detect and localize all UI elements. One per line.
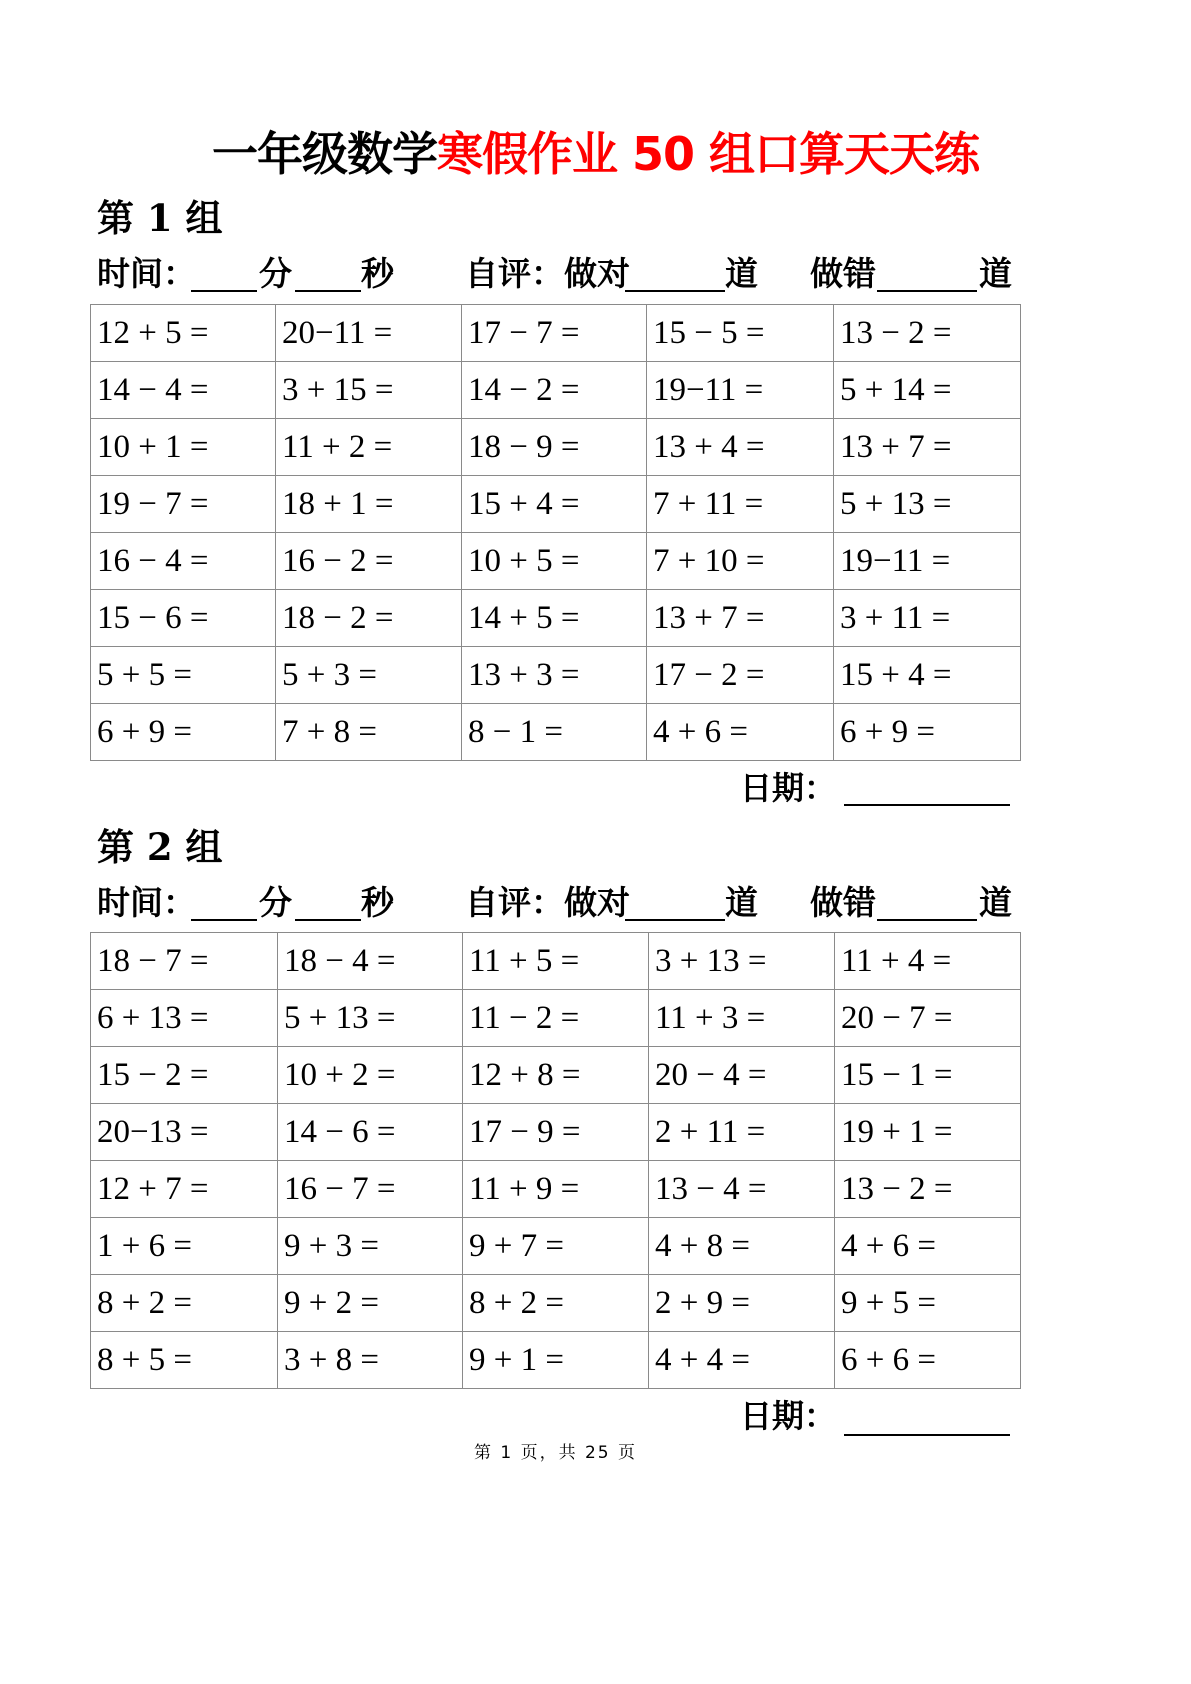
problem-cell[interactable]: 11 + 2 = xyxy=(276,419,462,476)
wrong-count-blank[interactable] xyxy=(877,919,977,921)
title-black-part: 一年级数学 xyxy=(211,127,437,181)
problem-cell[interactable]: 15 − 5 = xyxy=(647,305,834,362)
problem-cell[interactable]: 5 + 14 = xyxy=(834,362,1021,419)
problem-cell[interactable]: 15 + 4 = xyxy=(834,647,1021,704)
problem-cell[interactable]: 5 + 13 = xyxy=(278,990,463,1047)
problem-cell[interactable]: 5 + 5 = xyxy=(91,647,276,704)
wrong-unit-label: 道 xyxy=(979,883,1012,922)
problem-cell[interactable]: 18 + 1 = xyxy=(276,476,462,533)
problem-cell[interactable]: 10 + 2 = xyxy=(278,1047,463,1104)
problem-cell[interactable]: 3 + 8 = xyxy=(278,1332,463,1389)
problem-cell[interactable]: 13 − 4 = xyxy=(649,1161,835,1218)
problem-cell[interactable]: 12 + 8 = xyxy=(463,1047,649,1104)
problem-cell[interactable]: 11 − 2 = xyxy=(463,990,649,1047)
problem-cell[interactable]: 12 + 7 = xyxy=(91,1161,278,1218)
problem-cell[interactable]: 8 + 5 = xyxy=(91,1332,278,1389)
problem-cell[interactable]: 9 + 3 = xyxy=(278,1218,463,1275)
problem-cell[interactable]: 16 − 7 = xyxy=(278,1161,463,1218)
problem-cell[interactable]: 1 + 6 = xyxy=(91,1218,278,1275)
problem-cell[interactable]: 7 + 10 = xyxy=(647,533,834,590)
problem-cell[interactable]: 17 − 2 = xyxy=(647,647,834,704)
problem-cell[interactable]: 19−11 = xyxy=(647,362,834,419)
problem-cell[interactable]: 5 + 3 = xyxy=(276,647,462,704)
problem-cell[interactable]: 9 + 5 = xyxy=(835,1275,1021,1332)
table-row xyxy=(91,1047,1021,1104)
table-row xyxy=(91,476,1021,533)
problem-cell[interactable]: 18 − 2 = xyxy=(276,590,462,647)
problem-cell[interactable]: 13 + 7 = xyxy=(647,590,834,647)
problem-cell[interactable]: 16 − 2 = xyxy=(276,533,462,590)
problem-cell[interactable]: 6 + 13 = xyxy=(91,990,278,1047)
problem-cell[interactable]: 20 − 4 = xyxy=(649,1047,835,1104)
problem-cell[interactable]: 10 + 5 = xyxy=(462,533,647,590)
problem-cell[interactable]: 18 − 7 = xyxy=(91,933,278,990)
minutes-blank[interactable] xyxy=(191,290,257,292)
table-row xyxy=(91,419,1021,476)
problem-cell[interactable]: 11 + 3 = xyxy=(649,990,835,1047)
group-1-date-label: 日期： xyxy=(740,769,837,807)
table-row xyxy=(91,704,1021,761)
correct-count-blank[interactable] xyxy=(625,919,725,921)
group-2-info-row xyxy=(97,881,1022,925)
problem-cell[interactable]: 9 + 7 = xyxy=(463,1218,649,1275)
problem-cell[interactable]: 14 − 2 = xyxy=(462,362,647,419)
minutes-label: 分 xyxy=(259,883,292,922)
problem-cell[interactable]: 4 + 4 = xyxy=(649,1332,835,1389)
table-row xyxy=(91,590,1021,647)
seconds-blank[interactable] xyxy=(295,919,361,921)
table-row xyxy=(91,305,1021,362)
problem-cell[interactable]: 8 + 2 = xyxy=(91,1275,278,1332)
wrong-unit-label: 道 xyxy=(979,254,1012,293)
problem-cell[interactable]: 5 + 13 = xyxy=(834,476,1021,533)
problem-cell[interactable]: 17 − 9 = xyxy=(463,1104,649,1161)
table-row xyxy=(91,1104,1021,1161)
problem-cell[interactable]: 18 − 4 = xyxy=(278,933,463,990)
problem-cell[interactable]: 14 + 5 = xyxy=(462,590,647,647)
table-row xyxy=(91,933,1021,990)
problem-cell[interactable]: 7 + 11 = xyxy=(647,476,834,533)
group-2-date-blank[interactable] xyxy=(844,1434,1010,1436)
problem-cell[interactable]: 4 + 8 = xyxy=(649,1218,835,1275)
problem-cell[interactable]: 4 + 6 = xyxy=(835,1218,1021,1275)
group-2-date-label: 日期： xyxy=(740,1397,837,1435)
table-row xyxy=(91,1332,1021,1389)
problem-cell[interactable]: 20−13 = xyxy=(91,1104,278,1161)
seconds-label: 秒 xyxy=(361,254,394,293)
problem-cell[interactable]: 11 + 9 = xyxy=(463,1161,649,1218)
problem-cell[interactable]: 16 − 4 = xyxy=(91,533,276,590)
problem-cell[interactable]: 18 − 9 = xyxy=(462,419,647,476)
problem-cell[interactable]: 17 − 7 = xyxy=(462,305,647,362)
problem-cell[interactable]: 15 − 1 = xyxy=(835,1047,1021,1104)
table-row xyxy=(91,362,1021,419)
group-2-title: 第 2 组 xyxy=(97,825,223,869)
group-2-problem-table xyxy=(90,932,1021,1389)
group-1-problem-table xyxy=(90,304,1021,761)
problem-cell[interactable]: 10 + 1 = xyxy=(91,419,276,476)
group-1-date-blank[interactable] xyxy=(844,804,1010,806)
table-row xyxy=(91,990,1021,1047)
time-label: 时间： xyxy=(97,883,196,922)
problem-cell[interactable]: 19 − 7 = xyxy=(91,476,276,533)
table-row xyxy=(91,1275,1021,1332)
problem-cell[interactable]: 6 + 9 = xyxy=(91,704,276,761)
problem-cell[interactable]: 3 + 13 = xyxy=(649,933,835,990)
wrong-label: 做错 xyxy=(810,883,876,922)
table-row xyxy=(91,647,1021,704)
problem-cell[interactable]: 12 + 5 = xyxy=(91,305,276,362)
table-row xyxy=(91,1161,1021,1218)
problem-cell[interactable]: 8 + 2 = xyxy=(463,1275,649,1332)
problem-cell[interactable]: 6 + 9 = xyxy=(834,704,1021,761)
self-eval-correct-label: 自评：做对 xyxy=(465,254,630,293)
problem-cell[interactable]: 8 − 1 = xyxy=(462,704,647,761)
wrong-label: 做错 xyxy=(810,254,876,293)
problem-cell[interactable]: 14 − 4 = xyxy=(91,362,276,419)
problem-cell[interactable]: 13 + 4 = xyxy=(647,419,834,476)
group-1-title: 第 1 组 xyxy=(97,196,223,240)
problem-cell[interactable]: 4 + 6 = xyxy=(647,704,834,761)
problem-cell[interactable]: 11 + 4 = xyxy=(835,933,1021,990)
problem-cell[interactable]: 13 − 2 = xyxy=(835,1161,1021,1218)
problem-cell[interactable]: 3 + 15 = xyxy=(276,362,462,419)
group-1-info-row xyxy=(97,252,1022,296)
table-row xyxy=(91,1218,1021,1275)
correct-unit-label: 道 xyxy=(725,254,758,293)
problem-cell[interactable]: 19−11 = xyxy=(834,533,1021,590)
problem-cell[interactable]: 20−11 = xyxy=(276,305,462,362)
page-title xyxy=(0,124,1191,184)
problem-cell[interactable]: 20 − 7 = xyxy=(835,990,1021,1047)
problem-cell[interactable]: 15 + 4 = xyxy=(462,476,647,533)
problem-cell[interactable]: 13 − 2 = xyxy=(834,305,1021,362)
minutes-blank[interactable] xyxy=(191,919,257,921)
title-red-part: 寒假作业 50 组口算天天练 xyxy=(436,127,980,181)
problem-cell[interactable]: 2 + 9 = xyxy=(649,1275,835,1332)
problem-cell[interactable]: 9 + 1 = xyxy=(463,1332,649,1389)
correct-unit-label: 道 xyxy=(725,883,758,922)
seconds-label: 秒 xyxy=(361,883,394,922)
problem-cell[interactable]: 13 + 3 = xyxy=(462,647,647,704)
correct-count-blank[interactable] xyxy=(625,290,725,292)
problem-cell[interactable]: 19 + 1 = xyxy=(835,1104,1021,1161)
problem-cell[interactable]: 7 + 8 = xyxy=(276,704,462,761)
minutes-label: 分 xyxy=(259,254,292,293)
problem-cell[interactable]: 13 + 7 = xyxy=(834,419,1021,476)
seconds-blank[interactable] xyxy=(295,290,361,292)
problem-cell[interactable]: 3 + 11 = xyxy=(834,590,1021,647)
problem-cell[interactable]: 15 − 6 = xyxy=(91,590,276,647)
page-footer: 第 1 页，共 25 页 xyxy=(473,1443,638,1463)
problem-cell[interactable]: 11 + 5 = xyxy=(463,933,649,990)
problem-cell[interactable]: 9 + 2 = xyxy=(278,1275,463,1332)
problem-cell[interactable]: 6 + 6 = xyxy=(835,1332,1021,1389)
self-eval-correct-label: 自评：做对 xyxy=(465,883,630,922)
time-label: 时间： xyxy=(97,254,196,293)
problem-cell[interactable]: 2 + 11 = xyxy=(649,1104,835,1161)
problem-cell[interactable]: 15 − 2 = xyxy=(91,1047,278,1104)
problem-cell[interactable]: 14 − 6 = xyxy=(278,1104,463,1161)
table-row xyxy=(91,533,1021,590)
wrong-count-blank[interactable] xyxy=(877,290,977,292)
